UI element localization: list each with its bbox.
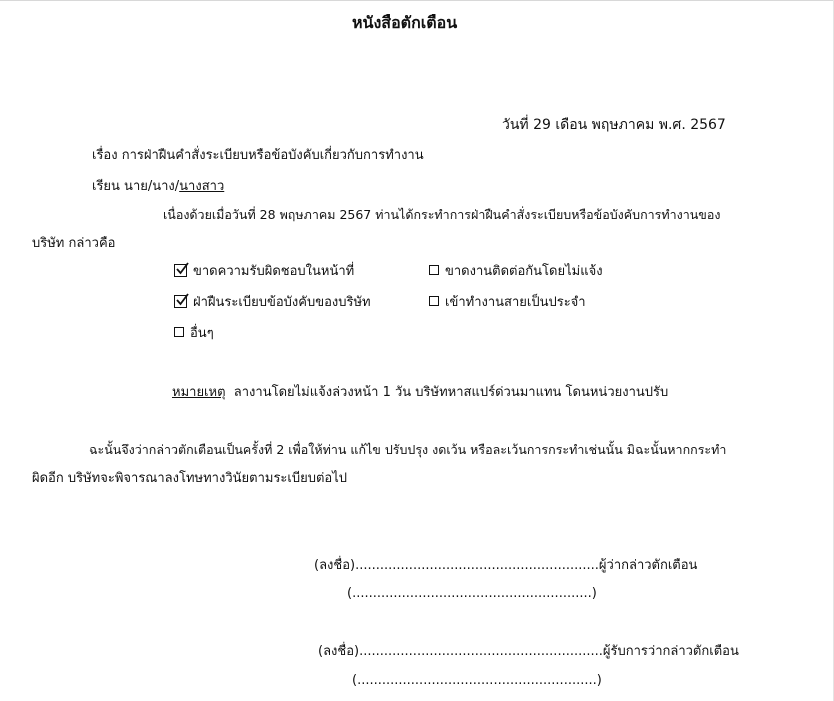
checkbox-item-2 [429,263,603,281]
salutation-prefix: เรียน นาย/นาง/ [92,179,180,194]
signature-recipient-name: (..........................................................) [352,673,602,688]
paragraph-1-line-1: เนื่องด้วยเมื่อวันที่ 28 พฤษภาคม 2567 ท่านได้กระทำการฝ่าฝืนคำสั่งระเบียบหรือข้อบังคับการทำงานของ [163,207,721,222]
signature-recipient-line: (ลงชื่อ)...........................................................ผู้รับการว่ากล่าวตักเตือน [318,644,739,659]
signature-warner-name: (..........................................................) [347,586,597,601]
document-title: หนังสือตักเตือน [352,13,458,32]
unchecked-checkbox-icon [429,296,439,306]
checkbox-label: อื่นๆ [190,326,214,341]
unchecked-checkbox-icon [429,265,439,275]
salutation-line [92,178,224,196]
unchecked-checkbox-icon [174,327,184,337]
checkbox-label: ขาดความรับผิดชอบในหน้าที่ [193,264,355,279]
checkbox-item-5 [174,325,214,343]
paragraph-2-line-1: ฉะนั้นจึงว่ากล่าวตักเตือนเป็นครั้งที่ 2 เพื่อให้ท่าน แก้ไข ปรับปรุง งดเว้น หรือละเว้นการกระทำเช่นนั้น มิฉะนั้นหากกระทำ [89,442,727,457]
checkbox-item-4 [429,294,586,312]
date-line: วันที่ 29 เดือน พฤษภาคม พ.ศ. 2567 [502,117,726,133]
checked-checkbox-icon [174,264,187,277]
salutation-selected-title: นางสาว [179,179,225,194]
checkbox-label: ฝ่าฝืนระเบียบข้อบังคับของบริษัท [193,295,371,310]
checkbox-label: เข้าทำงานสายเป็นประจำ [445,295,586,310]
paragraph-2-line-2: ผิดอีก บริษัทจะพิจารณาลงโทษทางวินัยตามระเบียบต่อไป [32,471,348,486]
note-text: ลางานโดยไม่แจ้งล่วงหน้า 1 วัน บริษัทหาสแปร์ด่วนมาแทน โดนหน่วยงานปรับ [233,385,669,400]
checkbox-item-1 [174,263,354,281]
note-label: หมายเหตุ [172,385,226,400]
checkbox-item-3 [174,294,371,312]
page-top-border [0,0,834,1]
note-line [172,384,668,402]
subject-line: เรื่อง การฝ่าฝืนคำสั่งระเบียบหรือข้อบังคับเกี่ยวกับการทำงาน [92,148,424,163]
signature-warner-line: (ลงชื่อ)...........................................................ผู้ว่ากล่าวตักเตือน [314,558,698,573]
checked-checkbox-icon [174,295,187,308]
checkbox-label: ขาดงานติดต่อกันโดยไม่แจ้ง [445,264,603,279]
paragraph-1-line-2: บริษัท กล่าวคือ [32,236,116,251]
